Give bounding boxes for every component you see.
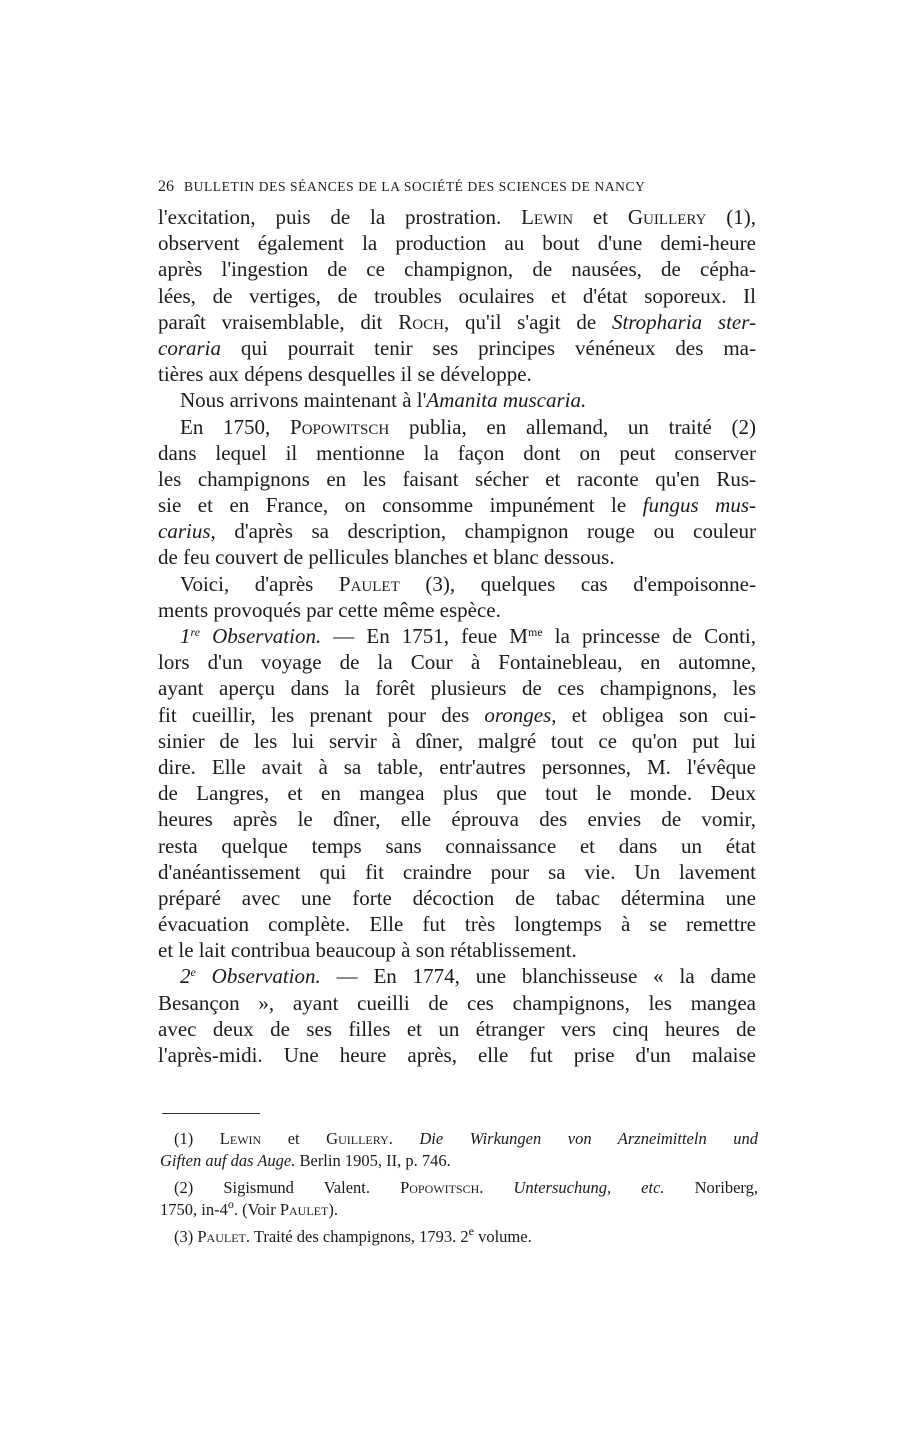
text-line: l'excitation, puis de la prostration. Lewin et Guillery (1), [158,205,756,229]
text-line: de feu couvert de pellicules blanches et blanc dessous. [158,545,615,570]
author-name: Paulet [338,571,400,596]
author-name: Popowitsch [290,414,390,439]
species-name: carius, [158,519,216,544]
text-line: 2e Observation. — En 1774, une blanchisseuse « la dame [180,964,756,989]
author-name: Roch [398,309,444,334]
text-line: sinier de les lui servir à dîner, malgré tout ce qu'on put lui [158,728,756,753]
text-line: paraît vraisemblable, dit Roch, qu'il s'agit de Stropharia ster- [158,309,756,334]
running-title: BULLETIN DES SÉANCES DE LA SOCIÉTÉ DES SCIENCES DE NANCY [184,179,646,194]
observation-heading: 2e Observation. [180,964,321,989]
text-line: heures après le dîner, elle éprouva des envies de vomir, [158,807,756,832]
text-line: après l'ingestion de ce champignon, de nausées, de cépha- [158,257,756,282]
text-line: tières aux dépens desquelles il se développe. [158,362,532,387]
text-line: Besançon », ayant cueilli de ces champignons, les mangea [158,990,756,1015]
text-line: lors d'un voyage de la Cour à Fontainebleau, en automne, [158,650,756,675]
author-name: Lewin [521,205,574,229]
text-line: les champignons en les faisant sécher et raconte qu'en Rus- [158,466,756,491]
text-line: avec deux de ses filles et un étranger vers cinq heures de [158,1016,756,1041]
text-line: 1re Observation. — En 1751, feue $M^{me}$ la princesse de Conti, [180,624,756,648]
text-line: resta quelque temps sans connaissance et dans un état [158,833,756,858]
running-header [158,178,758,196]
text-line: d'anéantissement qui fit craindre pour sa vie. Un lavement [158,859,756,884]
text-line: observent également la production au bout d'une demi-heure [158,231,756,256]
text-line: ments provoqués par cette même espèce. [158,597,501,622]
text-line: En 1750, Popowitsch publia, en allemand, un traité (2) [180,414,757,439]
observation-heading: 1re Observation. [180,624,322,648]
footnote-2: (2) Sigismund Valent. Popowitsch. Untersuchung, etc. Noriberg, 1750, in-4$^o$. (Voir Paulet). [160,1178,759,1219]
text-line: carius, d'après sa description, champignon rouge ou couleur [158,519,756,544]
species-name: fungus mus- [642,493,756,518]
text-line: lées, de vertiges, de troubles oculaires et d'état soporeux. Il [158,283,756,308]
page-number: 26 [158,178,174,195]
text-line: ayant aperçu dans la forêt plusieurs de ces champignons, les [158,676,756,701]
species-name: coraria [158,335,221,360]
text-line: de Langres, et en mangea plus que tout le monde. Deux [158,781,756,806]
footnote-divider [162,1113,260,1114]
text-line: fit cueillir, les prenant pour des oronges, et obligea son cui- [158,702,756,727]
species-name: Amanita muscaria. [426,388,587,413]
footnote-1: (1) Lewin et Guillery. Die Wirkungen von Arzneimitteln und Giften auf das Auge. Berlin 1905, II, p. 746. [160,1129,758,1170]
species-name: Stropharia ster- [611,309,756,334]
text-line: évacuation complète. Elle fut très longtemps à se remettre [158,912,756,937]
text-line: Nous arrivons maintenant à l'Amanita muscaria. [180,388,587,413]
text-line: Voici, d'après Paulet (3), quelques cas d'empoisonne- [180,571,756,596]
text-line: l'après-midi. Une heure après, elle fut prise d'un malaise [158,1043,756,1067]
text-line: préparé avec une forte décoction de tabac détermina une [158,885,756,910]
text-line: sie et en France, on consomme impunément le fungus mus- [158,493,756,518]
text-line: et le lait contribua beaucoup à son rétablissement. [158,938,577,963]
footnotes [160,1128,758,1254]
footnote-3: (3) Paulet. Traité des champignons, 1793. 2e volume. [174,1224,532,1246]
text-line: coraria qui pourrait tenir ses principes vénéneux des ma- [158,335,756,360]
body-text [158,204,756,1068]
author-name: Guillery [627,205,707,229]
text-line: dans lequel il mentionne la façon dont on peut conserver [158,440,756,465]
text-line: dire. Elle avait à sa table, entr'autres personnes, M. l'évêque [158,754,756,779]
